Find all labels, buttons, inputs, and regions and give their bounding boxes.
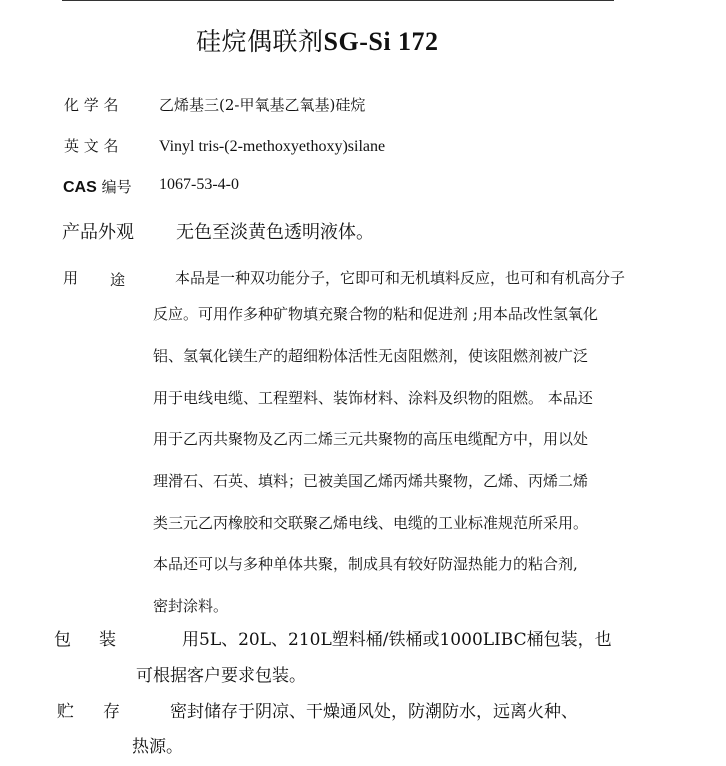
chem-name-label: 化 学 名 [64, 96, 119, 114]
chem-name-value: 乙烯基三(2-甲氧基乙氧基)硅烷 [159, 96, 366, 114]
appearance-value: 无色至淡黄色透明液体。 [176, 222, 374, 243]
cas-label-abbr: CAS [63, 179, 97, 196]
storage-label-2: 存 [103, 702, 120, 722]
usage-line: 理滑石、石英、填料；已被美国乙烯丙烯共聚物，乙烯、丙烯二烯 [153, 472, 589, 490]
eng-name-label: 英 文 名 [64, 137, 119, 155]
packaging-line-1: 用5L、20L、210L塑料桶/铁桶或1000LIBC桶包装，也 [182, 630, 612, 650]
usage-line: 类三元乙丙橡胶和交联聚乙烯电线、电缆的工业标准规范所采用。 [153, 514, 589, 532]
storage-line-1: 密封储存于阴凉、干燥通风处，防潮防水，远离火种、 [170, 702, 578, 722]
usage-label-1: 用 [63, 269, 79, 287]
usage-line: 密封涂料。 [153, 597, 229, 615]
usage-line: 铝、氢氧化镁生产的超细粉体活性无卤阻燃剂，使该阻燃剂被广泛 [153, 347, 589, 365]
usage-line: 用于乙丙共聚物及乙丙二烯三元共聚物的高压电缆配方中，用以处 [153, 430, 589, 448]
appearance-label: 产品外观 [62, 222, 134, 243]
storage-line-2: 热源。 [132, 737, 183, 757]
eng-name-value: Vinyl tris-(2-methoxyethoxy)silane [159, 138, 386, 155]
storage-label-1: 贮 [57, 702, 74, 722]
usage-label-2: 途 [110, 271, 126, 289]
top-rule [62, 0, 614, 1]
usage-line: 本品还可以与多种单体共聚，制成具有较好防湿热能力的粘合剂, [153, 555, 578, 573]
packaging-label-1: 包 [54, 630, 71, 650]
packaging-label-2: 装 [99, 630, 116, 650]
packaging-line-2: 可根据客户要求包装。 [136, 666, 306, 686]
usage-line: 本品是一种双功能分子，它即可和无机填料反应，也可和有机高分子 [175, 269, 626, 287]
cas-value: 1067-53-4-0 [159, 176, 239, 193]
cas-label-num: 编号 [101, 178, 132, 196]
page-title [196, 24, 439, 60]
cas-label [63, 176, 132, 199]
usage-line: 用于电线电缆、工程塑料、装饰材料、涂料及织物的阻燃。 本品还 [153, 389, 593, 407]
usage-line: 反应。可用作多种矿物填充聚合物的粘和促进剂 ;用本品改性氢氧化 [153, 305, 598, 323]
title-product-code: SG-Si 172 [323, 27, 439, 56]
title-chinese: 硅烷偶联剂 [196, 27, 324, 56]
